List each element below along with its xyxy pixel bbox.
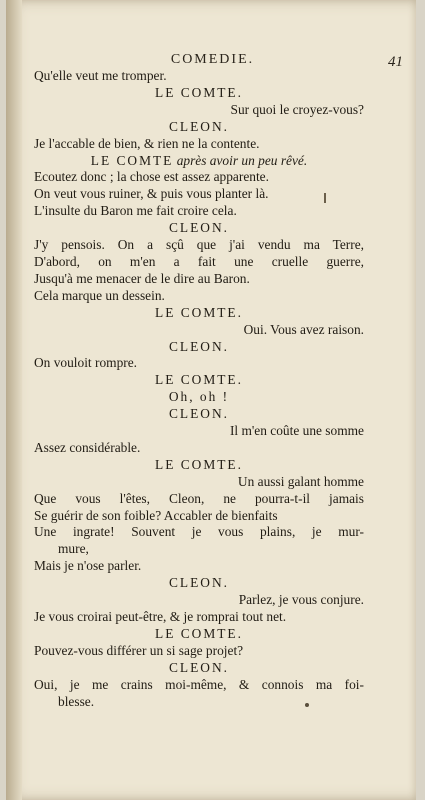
line-text: CLEON. <box>169 220 229 236</box>
verse-line <box>34 491 364 508</box>
stage-direction: après avoir un peu rêvé. <box>173 152 308 168</box>
verse-line <box>34 541 364 558</box>
line-text: CLEON. <box>169 338 229 354</box>
line-text: Je vous croirai peut-être, & je romprai tout net. <box>34 609 287 624</box>
verse-line <box>34 186 364 203</box>
speaker-heading <box>34 389 364 406</box>
line-text: Sur quoi le croyez-vous? <box>230 101 364 117</box>
line-text: Assez considérable. <box>34 439 141 455</box>
line-text: Oh, oh ! <box>168 389 230 405</box>
verse-line <box>34 203 364 220</box>
verse-line <box>34 68 364 85</box>
line-text: Mais je n'ose parler. <box>34 558 142 574</box>
line-text: mure, <box>58 541 89 557</box>
speaker-heading <box>34 339 364 356</box>
verse-line <box>34 609 364 626</box>
ink-mark <box>324 193 326 203</box>
ink-spot <box>305 703 309 707</box>
line-text: J'y pensois. On a sçû que j'ai vendu ma Terre, <box>34 237 364 253</box>
line-text: Pouvez-vous différer un si sage projet? <box>34 642 244 658</box>
speaker-heading <box>34 119 364 136</box>
verse-line <box>34 237 364 254</box>
speaker-heading <box>34 153 364 170</box>
verse-line <box>34 524 364 541</box>
line-text: blesse. <box>58 693 95 709</box>
speaker-heading <box>34 406 364 423</box>
line-text: Qu'elle veut me tromper. <box>34 68 167 83</box>
speaker-heading <box>34 372 364 389</box>
line-text: L'insulte du Baron me fait croire cela. <box>34 203 237 219</box>
page-number: 41 <box>388 54 403 70</box>
line-text: On vouloit rompre. <box>34 355 138 371</box>
speaker-heading <box>34 305 364 322</box>
line-text: CLEON. <box>169 575 229 591</box>
running-header: COMEDIE. <box>170 52 255 67</box>
verse-line <box>34 558 364 575</box>
verse-line <box>34 423 364 440</box>
line-text: Que vous l'êtes, Cleon, ne pourra-t-il jamais <box>34 490 364 506</box>
line-text: Oui. Vous avez raison. <box>243 321 364 337</box>
line-text: LE COMTE. <box>155 304 243 320</box>
play-text <box>34 68 364 710</box>
verse-line <box>34 355 364 372</box>
speaker-heading <box>34 457 364 474</box>
speaker-heading <box>34 575 364 592</box>
verse-line <box>34 474 364 491</box>
line-text: Oui, je me crains moi-même, & connois ma foi- <box>34 676 364 692</box>
verse-line <box>34 643 364 660</box>
verse-line <box>34 169 364 186</box>
page-gutter <box>6 0 22 800</box>
verse-line <box>34 288 364 305</box>
verse-line <box>34 677 364 694</box>
line-text: D'abord, on m'en a fait une cruelle guerre, <box>34 253 364 269</box>
verse-line <box>34 508 364 525</box>
verse-line <box>34 271 364 288</box>
verse-line <box>34 694 364 711</box>
verse-line <box>34 102 364 119</box>
speaker-heading <box>34 220 364 237</box>
line-text: Je l'accable de bien, & rien ne la contente. <box>34 135 260 151</box>
line-text: Parlez, je vous conjure. <box>238 592 364 608</box>
line-text: CLEON. <box>169 406 229 422</box>
speaker-heading <box>34 85 364 102</box>
line-text: Cela marque un dessein. <box>34 287 165 303</box>
speaker-heading <box>34 626 364 643</box>
verse-line <box>34 136 364 153</box>
verse-line <box>34 592 364 609</box>
line-text: LE COMTE. <box>155 625 243 641</box>
line-text: LE COMTE. <box>155 84 243 100</box>
verse-line <box>34 322 364 339</box>
verse-line <box>34 254 364 271</box>
line-text: Ecoutez donc ; la chose est assez apparente. <box>34 169 269 185</box>
line-text: Un aussi galant homme <box>237 473 364 489</box>
line-text: LE COMTE. <box>155 456 243 472</box>
speaker-heading <box>34 660 364 677</box>
line-text: CLEON. <box>169 659 229 675</box>
line-text: Il m'en coûte une somme <box>229 423 364 439</box>
line-text: Se guérir de son foible? Accabler de bienfaits <box>34 507 278 523</box>
line-text: Une ingrate! Souvent je vous plains, je mur- <box>34 524 364 540</box>
line-text: LE COMTE. <box>155 372 243 388</box>
line-text: On veut vous ruiner, & puis vous planter là. <box>34 186 269 202</box>
line-text: LE COMTE <box>90 152 174 168</box>
line-text: Jusqu'à me menacer de le dire au Baron. <box>34 270 250 286</box>
line-text: CLEON. <box>169 118 229 134</box>
verse-line <box>34 440 364 457</box>
